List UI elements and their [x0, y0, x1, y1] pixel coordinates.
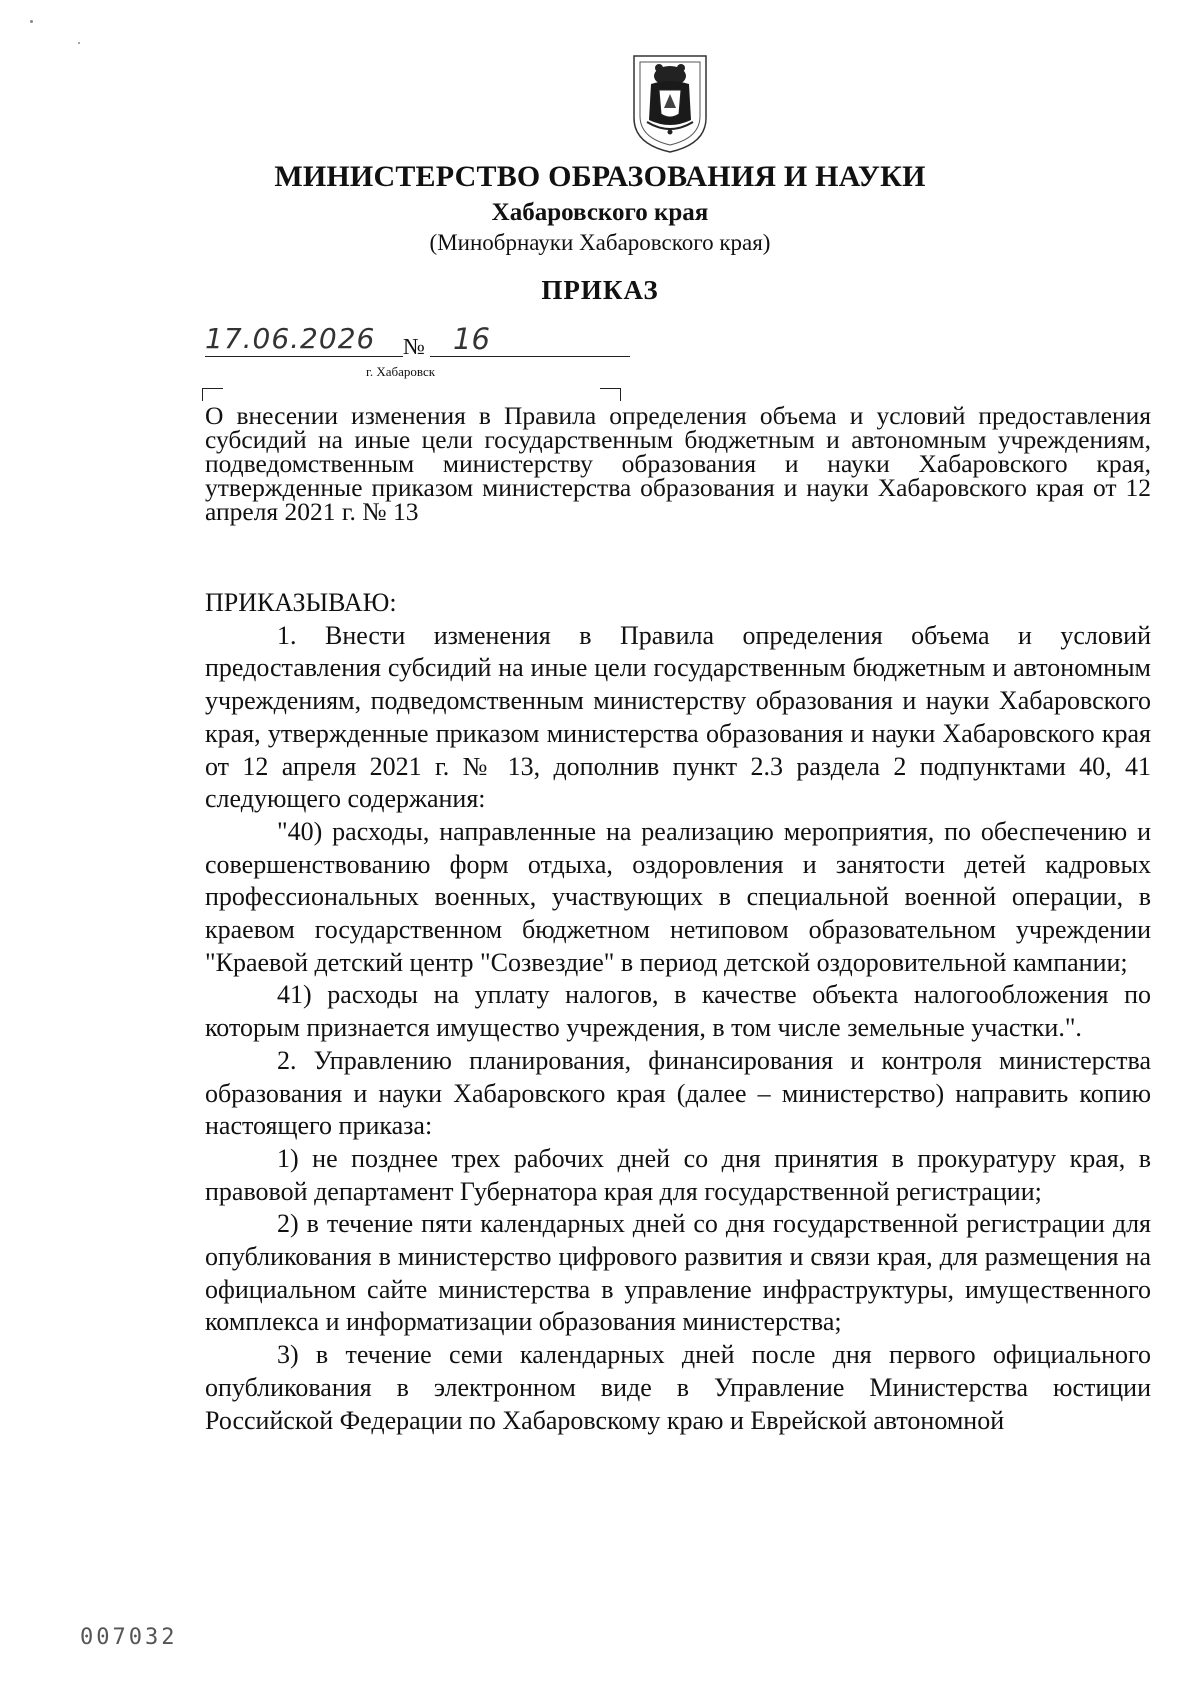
registration-line [205, 322, 630, 362]
document-body [205, 587, 1151, 1437]
document-subject [205, 401, 1151, 526]
body-paragraph: 1. Внести изменения в Правила определения объема и условий предоставления субсидий на иные цели государственным бюджетным и автономным учреждениям, подведомственным министерству образования и науки Хабаровского края, утвержденные приказом министерства образования и науки Хабаровского края от 12 апреля 2021 г. № 13, дополнив пункт 2.3 раздела 2 подпунктами 40, 41 следующего содержания: [205, 620, 1151, 814]
scan-speck [30, 20, 33, 23]
document-code: 007032 [80, 1625, 178, 1650]
body-paragraph: 1) не позднее трех рабочих дней со дня принятия в прокуратуру края, в правовой департамент Губернатора края для государственной регистрации; [205, 1143, 1151, 1206]
subject-text: О внесении изменения в Правила определения объема и условий предоставления субсидий на иные цели государственным бюджетным и автономным учреждениям, подведомственным министерству образования и науки Хабаровского края, утвержденные приказом министерства образования и науки Хабаровского края от 12 апреля 2021 г. № 13 [205, 401, 1151, 526]
region-name: Хабаровского края [491, 199, 709, 226]
scan-speck [78, 42, 80, 44]
city-label: г. Хабаровск [366, 364, 436, 379]
body-paragraph: "40) расходы, направленные на реализацию мероприятия, по обеспечению и совершенствованию форм отдыха, оздоровления и занятости детей кадровых профессиональных военных, участвующих в специальной военной операции, в краевом государственном бюджетном нетиповом образовательном учреждении "Краевой детский центр "Созвездие" в период детской оздоровительной кампании; [205, 816, 1151, 977]
ministry-name: МИНИСТЕРСТВО ОБРАЗОВАНИЯ И НАУКИ [274, 160, 926, 193]
coat-of-arms-icon [629, 48, 711, 154]
body-paragraph: 2) в течение пяти календарных дней со дня государственной регистрации для опубликования в министерство цифрового развития и связи края, для размещения на официальном сайте министерства в управление инфраструктуры, имущественного комплекса и информатизации образования министерства; [205, 1209, 1151, 1337]
body-paragraph: 3) в течение семи календарных дней после дня первого официального опубликования в электронном виде в Управление Министерства юстиции Российской Федерации по Хабаровскому краю и Еврейской автономной [205, 1340, 1151, 1435]
body-paragraph: 41) расходы на уплату налогов, в качестве объекта налогообложения по которым признается имущество учреждения, в том числе земельные участки.". [205, 980, 1151, 1043]
number-underline [430, 356, 630, 357]
ministry-short-name: (Минобрнауки Хабаровского края) [429, 230, 771, 255]
body-paragraph: 2. Управлению планирования, финансирования и контроля министерства образования и науки Хабаровского края (далее – министерство) направить копию настоящего приказа: [205, 1045, 1151, 1141]
date-underline [205, 356, 403, 357]
document-type: ПРИКАЗ [541, 275, 659, 305]
handwritten-number: 16 [453, 322, 490, 356]
subject-left-corner [202, 388, 223, 401]
handwritten-date: 17.06.2026 [205, 322, 376, 355]
number-sign: № [403, 334, 425, 359]
subject-right-corner [600, 388, 621, 401]
order-word: ПРИКАЗЫВАЮ: [205, 588, 397, 617]
